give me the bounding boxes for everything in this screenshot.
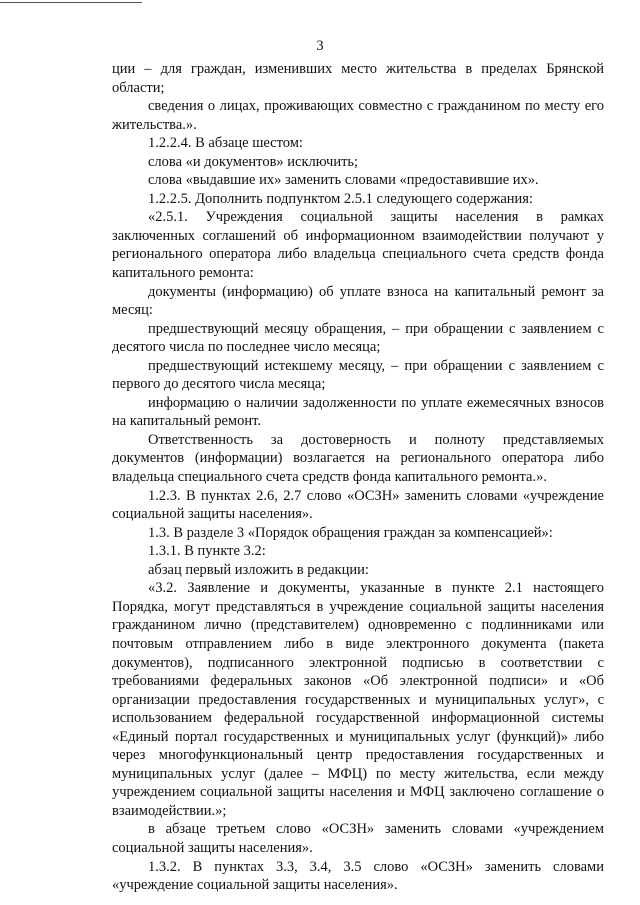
paragraph: Ответственность за достоверность и полноту представляемых документов (информации) возлагается на регионального оператора либо владельца специального счета средств фонда капитального ремонта.». (112, 431, 604, 486)
document-body (112, 60, 604, 895)
paragraph: слова «и документов» исключить; (148, 153, 359, 170)
top-rule (0, 2, 142, 3)
paragraph: слова «выдавшие их» заменить словами «предоставившие их». (148, 172, 539, 189)
paragraph: в абзаце третьем слово «ОСЗН» заменить словами «учреждением социальной защиты населения». (112, 821, 604, 856)
paragraph: ции – для граждан, изменивших место жительства в пределах Брянской области; (112, 61, 604, 96)
paragraph: 1.3. В разделе 3 «Порядок обращения граждан за компенсацией»: (148, 524, 553, 541)
paragraph: «3.2. Заявление и документы, указанные в пункте 2.1 настоящего Порядка, могут представляться в учреждение социальной защиты населения гражданином лично (представителем) одновременно с подлинниками или почтовым отправлением либо в виде электронного документа (пакета документов), подписанного электронной подписью в соответствии с требованиями федеральных законов «Об электронной подписи» и «Об организации предоставления государственных и муниципальных услуг», с использованием федеральной государственной информационной системы «Единый портал государственных и муниципальных услуг (функций)» либо через многофункциональный центр предоставления государственных и муниципальных услуг (далее – МФЦ) по месту жительства, если между учреждением социальной защиты населения и МФЦ заключено соглашение о взаимодействии.»; (112, 580, 604, 819)
paragraph: 1.2.2.5. Дополнить подпунктом 2.5.1 следующего содержания: (148, 190, 533, 207)
paragraph: 1.2.2.4. В абзаце шестом: (148, 135, 303, 152)
paragraph: 1.3.1. В пункте 3.2: (148, 543, 266, 560)
paragraph: 1.2.3. В пунктах 2.6, 2.7 слово «ОСЗН» заменить словами «учреждение социальной защиты населения». (112, 487, 604, 523)
paragraph: абзац первый изложить в редакции: (148, 561, 369, 578)
page-number: 3 (316, 38, 324, 54)
paragraph: «2.5.1. Учреждения социальной защиты населения в рамках заключенных соглашений об информационном взаимодействии получают у регионального оператора либо владельца специального счета средств фонда капитального ремонта: (112, 209, 604, 282)
paragraph: предшествующий истекшему месяцу, – при обращении с заявлением с первого до десятого числа месяца; (112, 357, 604, 393)
paragraph: информацию о наличии задолженности по уплате ежемесячных взносов на капитальный ремонт. (112, 394, 604, 430)
paragraph: документы (информацию) об уплате взноса на капитальный ремонт за месяц: (112, 283, 604, 319)
paragraph: сведения о лицах, проживающих совместно с гражданином по месту его жительства.». (112, 98, 604, 133)
paragraph: 1.3.2. В пунктах 3.3, 3.4, 3.5 слово «ОСЗН» заменить словами «учреждение социальной защиты населения». (112, 858, 604, 894)
paragraph: предшествующий месяцу обращения, – при обращении с заявлением с десятого числа по последнее число месяца; (112, 320, 604, 356)
